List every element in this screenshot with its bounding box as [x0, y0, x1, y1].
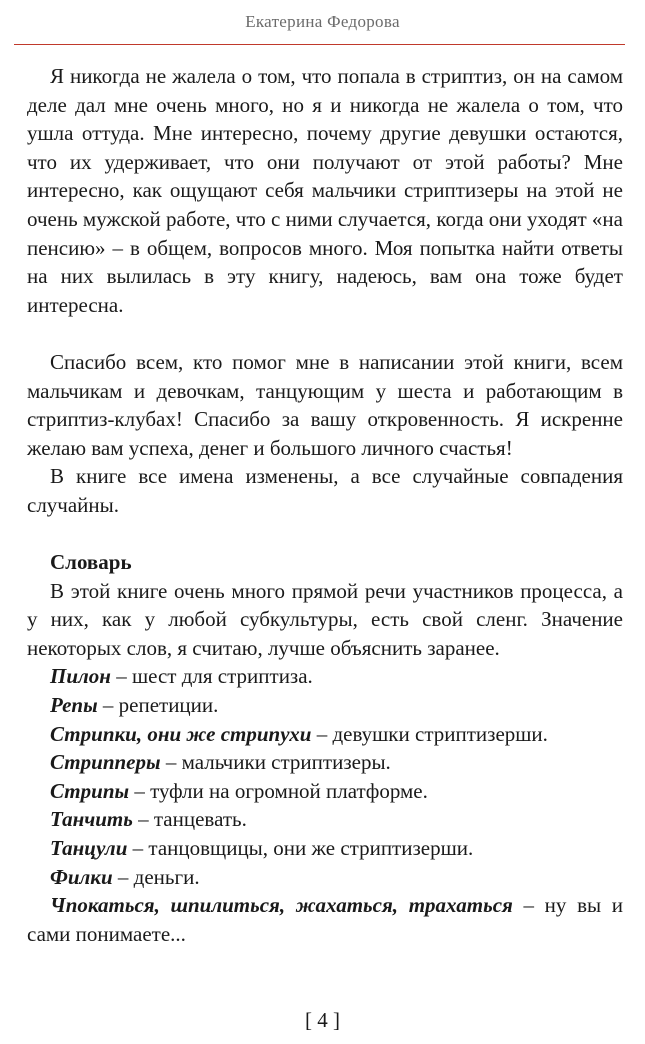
dictionary-term: Танчить [50, 807, 133, 832]
dictionary-term: Пилон [50, 664, 111, 689]
dictionary-term: Стрипки, они же стрипухи [50, 721, 312, 746]
dictionary-term: Репы [50, 693, 98, 718]
dictionary-entry [27, 720, 623, 749]
dictionary-entry [27, 777, 623, 806]
dictionary-definition: – танцевать. [132, 807, 247, 832]
paragraph-intro: Я никогда не жалела о том, что попала в стриптиз, он на самом деле дал мне очень много, но я и никогда не жалела о том, что ушла оттуда. Мне интересно, почему другие девушки остаются, что их удерживает, что они получают от этой работы? Мне интересно, как ощущают себя мальчики стриптизеры на этой не очень мужской работе, что с ними случается, когда они уходят «на пенсию» – в общем, вопросов много. Моя попытка найти ответы на них вылилась в эту книгу, надеюсь, вам она тоже будет интересна. [27, 64, 623, 317]
dictionary-term: Филки [50, 864, 113, 889]
running-head-author: Екатерина Федорова [245, 12, 400, 31]
dictionary-title: Словарь [50, 550, 132, 575]
header-rule [14, 44, 625, 45]
dictionary-term: Стрипперы [50, 750, 161, 775]
dictionary-definition: – репетиции. [97, 693, 219, 718]
dictionary-definition: – туфли на огромной платформе. [129, 778, 428, 803]
dictionary-intro: В этой книге очень много прямой речи участников процесса, а у них, как у любой субкультуры, есть свой сленг. Значение некоторых слов, я считаю, лучше объяснить заранее. [27, 578, 623, 660]
dictionary-entry [27, 834, 623, 863]
dictionary-definition: – мальчики стриптизеры. [160, 750, 391, 775]
paragraph-thanks: Спасибо всем, кто помог мне в написании этой книги, всем мальчикам и девочкам, танцующим у шеста и работающим в стриптиз-клубах! Спасибо за вашу откровенность. Я искренне желаю вам успеха, денег и большого личного счастья! [27, 349, 623, 460]
dictionary-entry [27, 691, 623, 720]
dictionary-term: Чпокаться, шпилиться, жахаться, трахаться [50, 893, 513, 918]
dictionary-entry [27, 748, 623, 777]
dictionary-definition: – танцовщицы, они же стриптизерши. [127, 836, 474, 861]
dictionary-definition: – деньги. [112, 864, 200, 889]
dictionary-term: Танцули [50, 836, 128, 861]
dictionary-definition: – шест для стриптиза. [110, 664, 313, 689]
dictionary-definition: – девушки стриптизерши. [311, 721, 548, 746]
page-number: [ 4 ] [305, 1008, 340, 1032]
dictionary-definition: – ну вы и сами понимаете... [27, 893, 623, 946]
paragraph-disclaimer: В книге все имена изменены, а все случайные совпадения случайны. [27, 464, 623, 517]
dictionary-entry [27, 863, 623, 892]
dictionary-section [27, 548, 623, 577]
dictionary-term: Стрипы [50, 778, 130, 803]
page-body [27, 62, 623, 948]
dictionary-entry [27, 662, 623, 691]
dictionary-entry [27, 891, 623, 948]
dictionary-entry [27, 805, 623, 834]
